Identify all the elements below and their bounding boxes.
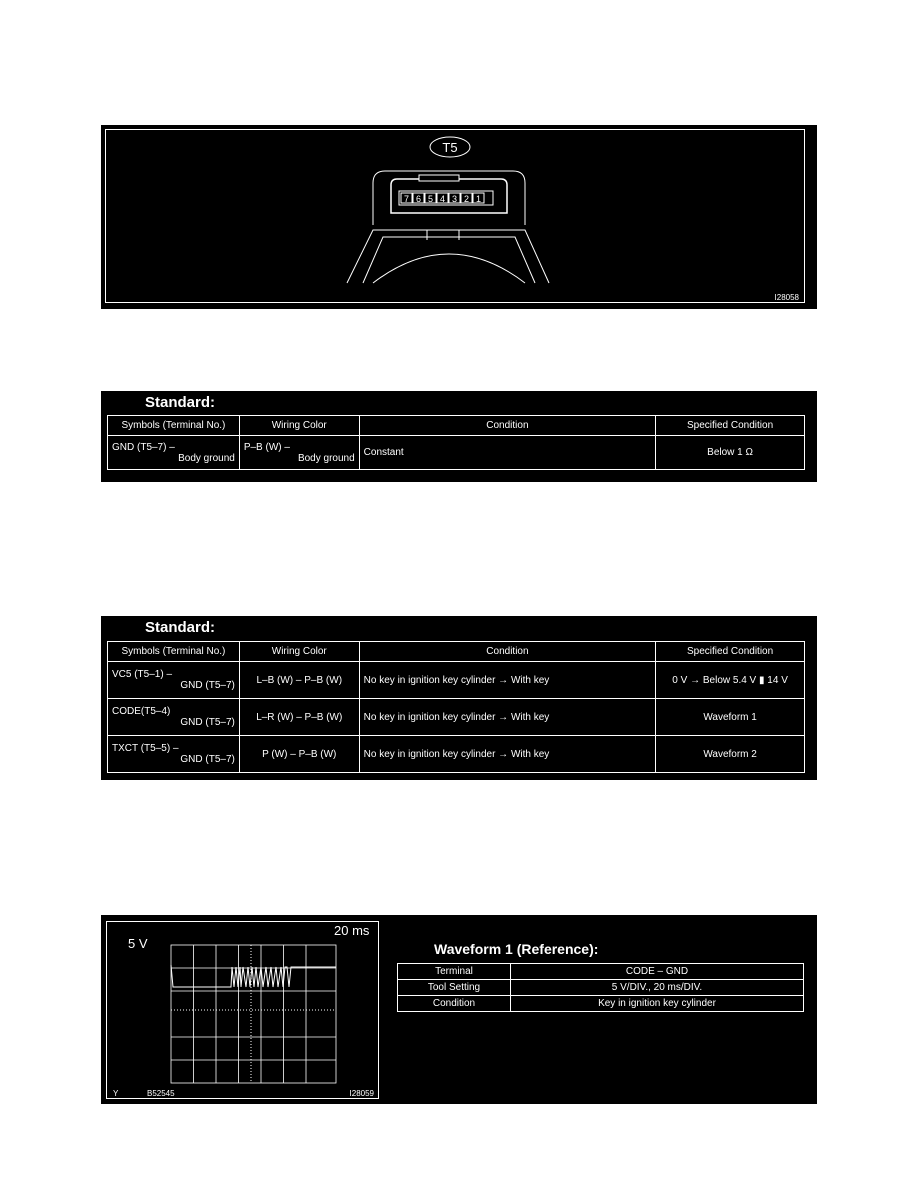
connector-figure-code: I28058 <box>774 293 799 302</box>
table-row <box>108 699 805 736</box>
svg-text:4: 4 <box>439 194 446 204</box>
standard-table-2-panel <box>101 616 817 780</box>
symbol-ground: GND (T5–7) <box>180 717 235 728</box>
corner-label: Y <box>113 1089 119 1098</box>
connector-latch <box>419 175 459 181</box>
header-condition: Condition <box>359 416 656 436</box>
table-row <box>398 964 804 980</box>
cell-symbols <box>108 436 240 470</box>
header-symbols: Symbols (Terminal No.) <box>108 642 240 662</box>
ref-label-condition: Condition <box>398 996 511 1012</box>
header-symbols: Symbols (Terminal No.) <box>108 416 240 436</box>
waveform-panel <box>101 915 817 1104</box>
symbol-ground: GND (T5–7) <box>180 680 235 691</box>
cell-wiring-color <box>239 436 359 470</box>
svg-text:1: 1 <box>475 194 482 204</box>
cell-specified-condition: Below 1 Ω <box>656 436 805 470</box>
pin-3 <box>449 193 460 204</box>
ref-value-tool-setting: 5 V/DIV., 20 ms/DIV. <box>511 980 804 996</box>
standard-table-1-panel <box>101 391 817 482</box>
svg-text:7: 7 <box>403 194 410 204</box>
cell-wiring-color: L–B (W) – P–B (W) <box>239 662 359 699</box>
standard-table-2 <box>107 641 805 773</box>
connector-figure-panel <box>101 125 817 309</box>
symbol-ground: Body ground <box>178 452 235 464</box>
cell-symbols <box>108 699 240 736</box>
header-specified-condition: Specified Condition <box>656 642 805 662</box>
svg-text:6: 6 <box>415 194 422 204</box>
table-row <box>108 436 805 470</box>
pin-1 <box>473 193 484 204</box>
pin-6 <box>413 193 424 204</box>
symbol-terminal: VC5 (T5–1) – <box>112 669 173 680</box>
cell-wiring-color: P (W) – P–B (W) <box>239 736 359 773</box>
symbol-ground: GND (T5–7) <box>180 754 235 765</box>
pin-4 <box>437 193 448 204</box>
header-condition: Condition <box>359 642 656 662</box>
ref-label-tool-setting: Tool Setting <box>398 980 511 996</box>
scope-grid <box>171 945 336 1083</box>
standard-table-1 <box>107 415 805 470</box>
standard-title-1: Standard: <box>145 394 216 411</box>
volt-per-div-label: 5 V <box>128 936 148 951</box>
part-body-inner <box>363 237 535 283</box>
waveform-code-right: I28059 <box>349 1089 374 1098</box>
cell-condition: Constant <box>359 436 656 470</box>
pin-2 <box>461 193 472 204</box>
part-body-arc <box>373 254 525 283</box>
svg-text:3: 3 <box>451 194 458 204</box>
table-row <box>108 736 805 773</box>
svg-text:5: 5 <box>427 194 434 204</box>
svg-text:2: 2 <box>463 194 470 204</box>
cell-symbols <box>108 662 240 699</box>
standard-title-2: Standard: <box>145 619 216 636</box>
table-row <box>398 996 804 1012</box>
table-header-row <box>108 416 805 436</box>
cell-wiring-color: L–R (W) – P–B (W) <box>239 699 359 736</box>
header-wiring-color: Wiring Color <box>239 416 359 436</box>
wire-ground: Body ground <box>297 452 355 464</box>
cell-condition: No key in ignition key cylinder → With key <box>359 662 656 699</box>
ref-label-terminal: Terminal <box>398 964 511 980</box>
ref-value-condition: Key in ignition key cylinder <box>511 996 804 1012</box>
cell-specified-condition: Waveform 1 <box>656 699 805 736</box>
connector-label: T5 <box>442 140 458 155</box>
header-specified-condition: Specified Condition <box>656 416 805 436</box>
pin-5 <box>425 193 436 204</box>
pin-7 <box>401 193 412 204</box>
cell-condition: No key in ignition key cylinder → With key <box>359 699 656 736</box>
wire-color: P–B (W) – <box>243 441 290 453</box>
waveform-reference-title: Waveform 1 (Reference): <box>434 941 599 957</box>
cell-specified-condition: 0 V → Below 5.4 V ▮ 14 V <box>656 662 805 699</box>
part-body-outline <box>347 230 549 283</box>
time-per-div-label: 20 ms <box>334 923 370 938</box>
ref-value-terminal: CODE – GND <box>511 964 804 980</box>
cell-specified-condition: Waveform 2 <box>656 736 805 773</box>
header-wiring-color: Wiring Color <box>239 642 359 662</box>
waveform-code-left: B52545 <box>147 1089 175 1098</box>
table-header-row <box>108 642 805 662</box>
table-row <box>108 662 805 699</box>
symbol-terminal: TXCT (T5–5) – <box>112 743 179 754</box>
connector-diagram <box>101 125 817 309</box>
waveform-reference-table <box>397 963 804 1012</box>
cell-symbols <box>108 736 240 773</box>
cell-condition: No key in ignition key cylinder → With key <box>359 736 656 773</box>
symbol-terminal: CODE(T5–4) <box>112 706 171 717</box>
symbol-terminal: GND (T5–7) – <box>112 441 175 453</box>
table-row <box>398 980 804 996</box>
